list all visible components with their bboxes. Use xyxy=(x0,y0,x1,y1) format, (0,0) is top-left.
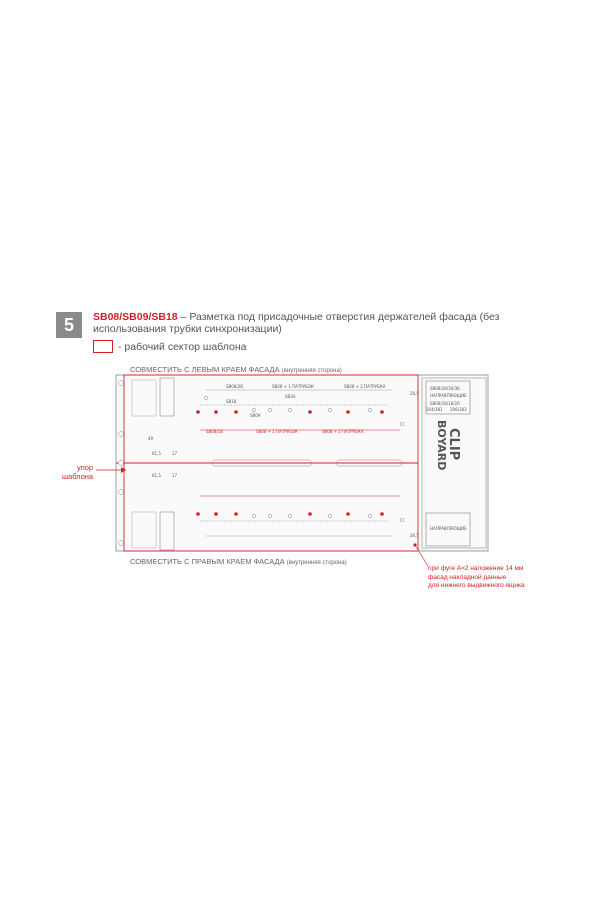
note-line3: для нижнего выдвижного ящика xyxy=(428,582,525,589)
dim-26-5-top: 26,5 xyxy=(410,391,419,396)
dim-26-5-bottom: 26,5 xyxy=(410,533,419,538)
note-pointer-dot xyxy=(413,543,416,546)
brand-logo: BOYARD xyxy=(435,420,448,471)
bottom-edge-label-main: СОВМЕСТИТЬ С ПРАВЫМ КРАЕМ ФАСАДА xyxy=(130,557,285,566)
series-label: SB09 xyxy=(250,413,261,418)
bottom-edge-label-side: (внутренняя сторона) xyxy=(286,560,347,566)
product-name: CLIP xyxy=(446,428,461,461)
note-line1: при фуге А=2 наложение 14 мм xyxy=(428,565,524,572)
top-edge-label-side: (внутренняя сторона) xyxy=(281,368,342,374)
series-label: SB08 + 1 ПАТРУБОК xyxy=(272,384,314,389)
dim-17-bottom: 17 xyxy=(172,473,178,478)
dim-17-top: 17 xyxy=(172,451,178,456)
series-label-red: SB08 + 2 ПАТРУБКА xyxy=(322,429,364,434)
dim-61-5-top: 61,5 xyxy=(152,451,161,456)
legend-label: - рабочий сектор шаблона xyxy=(118,340,247,353)
series-label-red: SB08 + 1 ПАТРУБОК xyxy=(256,429,298,434)
edge-hole xyxy=(119,490,124,495)
heading-models: SB08/SB09/SB18 xyxy=(93,311,178,323)
series-label: SB08 + 2 ПАТРУБКА xyxy=(344,384,386,389)
top-edge-label-main: СОВМЕСТИТЬ С ЛЕВЫМ КРАЕМ ФАСАДА xyxy=(130,365,280,374)
edge-hole xyxy=(119,381,124,386)
series-label: SB30 xyxy=(285,394,296,399)
edge-hole xyxy=(119,541,124,546)
side-codes-small-a: 204/381 xyxy=(426,407,443,412)
dim-61-5-bottom: 61,5 xyxy=(152,473,161,478)
series-label: SB18 xyxy=(226,399,237,404)
stop-label-line1: упор xyxy=(76,463,94,472)
stop-label-line2: шаблона xyxy=(62,472,94,481)
side-codes-mid: SB08/18/16/20 xyxy=(430,401,460,406)
side-label-top: НАПРАВЛЯЮЩИЕ xyxy=(430,393,467,398)
heading-text: Разметка под присадочные отверстия держателей фасада (без использования трубки синхронизации) xyxy=(93,311,500,335)
note-line2: фасад накладной данные xyxy=(428,573,507,581)
step-number-badge: 5 xyxy=(56,312,82,338)
side-codes-small-b: 206/383 xyxy=(450,407,467,412)
heading-dash: – xyxy=(177,311,190,323)
edge-hole xyxy=(119,461,124,466)
side-codes-top: SB08/28/30/36 xyxy=(430,386,460,391)
edge-hole xyxy=(119,432,124,437)
dim-49: 49 xyxy=(148,436,154,441)
series-label-red: SB08/18 xyxy=(206,429,223,434)
series-label: SB08/28 xyxy=(226,384,243,389)
side-label-bottom: НАПРАВЛЯЮЩИЕ xyxy=(430,526,467,531)
